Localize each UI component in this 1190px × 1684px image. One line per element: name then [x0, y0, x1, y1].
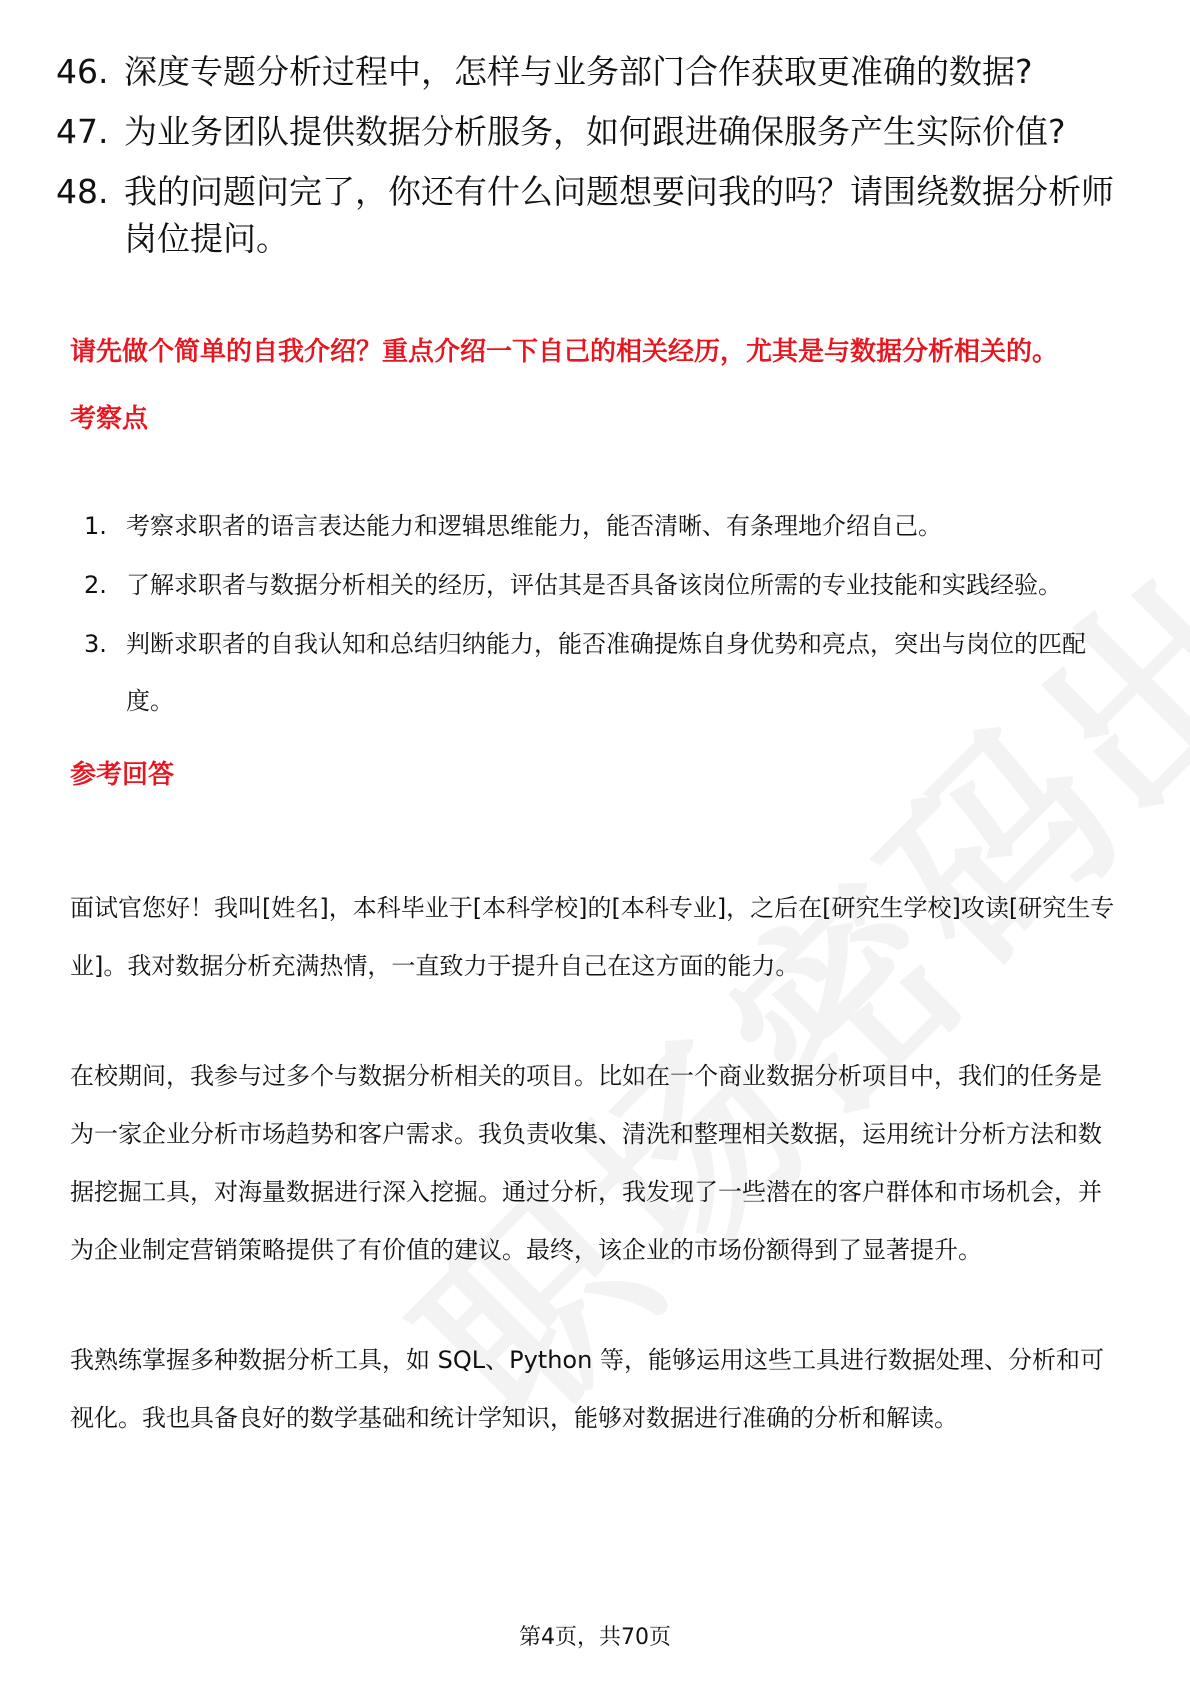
- question-number: 47.: [56, 112, 109, 151]
- question-number: 48.: [56, 172, 109, 211]
- answer-paragraph: 在校期间，我参与过多个与数据分析相关的项目。比如在一个商业数据分析项目中，我们的任务是为一家企业分析市场趋势和客户需求。我负责收集、清洗和整理相关数据，运用统计分析方法和数据挖掘工具，对海量数据进行深入挖掘。通过分析，我发现了一些潜在的客户群体和市场机会，并为企业制定营销策略提供了有价值的建议。最终，该企业的市场份额得到了显著提升。: [70, 1062, 1102, 1264]
- answer-body: [70, 879, 1120, 1499]
- list-item: [84, 498, 1124, 555]
- point-number: 2.: [84, 571, 107, 599]
- point-text: 了解求职者与数据分析相关的经历，评估其是否具备该岗位所需的专业技能和实践经验。: [126, 571, 1062, 599]
- list-item: [56, 108, 1116, 155]
- main-question-heading: 请先做个简单的自我介绍？重点介绍一下自己的相关经历，尤其是与数据分析相关的。: [70, 337, 1059, 367]
- point-text: 判断求职者的自我认知和总结归纳能力，能否准确提炼自身优势和亮点，突出与岗位的匹配度。: [126, 630, 1086, 715]
- list-item: [56, 48, 1116, 95]
- point-number: 3.: [84, 630, 107, 658]
- point-number: 1.: [84, 512, 107, 540]
- question-text: 为业务团队提供数据分析服务，如何跟进确保服务产生实际价值?: [124, 112, 1066, 151]
- points-label: 考察点: [70, 404, 149, 434]
- question-text: 我的问题问完了，你还有什么问题想要问我的吗？请围绕数据分析师岗位提问。: [124, 172, 1114, 258]
- point-text: 考察求职者的语言表达能力和逻辑思维能力，能否清晰、有条理地介绍自己。: [126, 512, 942, 540]
- answer-paragraph: 我熟练掌握多种数据分析工具，如 SQL、Python 等，能够运用这些工具进行数据处理、分析和可视化。我也具备良好的数学基础和统计学知识，能够对数据进行准确的分析和解读。: [70, 1346, 1104, 1432]
- question-list: [56, 48, 1116, 275]
- list-item: [84, 616, 1124, 730]
- list-item: [84, 557, 1124, 614]
- question-text: 深度专题分析过程中，怎样与业务部门合作获取更准确的数据?: [124, 52, 1033, 91]
- question-number: 46.: [56, 52, 109, 91]
- answer-paragraph: 面试官您好！我叫[姓名]，本科毕业于[本科学校]的[本科专业]，之后在[研究生学校]攻读[研究生专业]。我对数据分析充满热情，一直致力于提升自己在这方面的能力。: [70, 894, 1115, 980]
- page-footer: 第4页，共70页: [519, 1625, 671, 1650]
- list-item: [56, 168, 1116, 262]
- points-list: [84, 498, 1124, 732]
- answer-label: 参考回答: [70, 760, 175, 790]
